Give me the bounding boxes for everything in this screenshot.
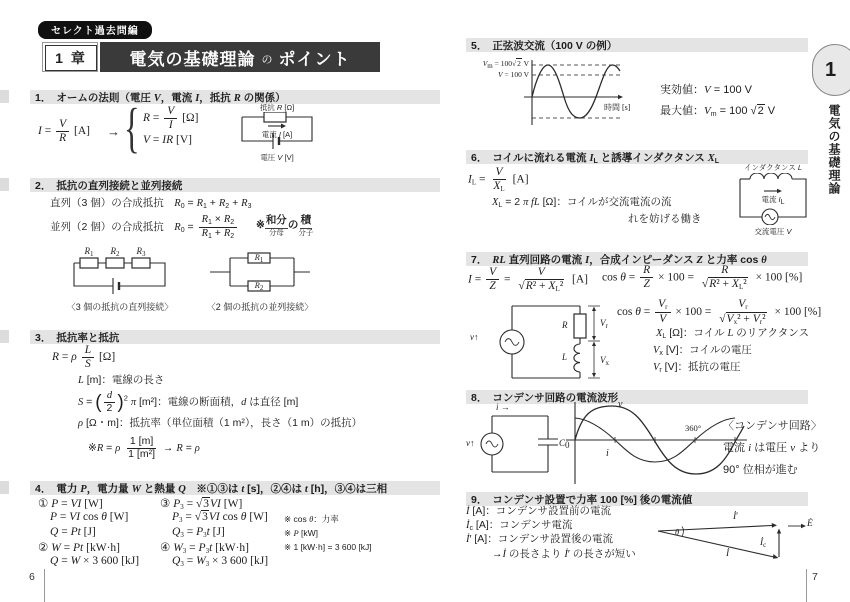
voltage-label: 電圧 V [V] [260,153,294,162]
coil-current-label: 電流 $I_L$ [761,195,785,206]
heat-energy-formula: $Q_3 = W_3 \times 3$ 600 [kJ] [172,555,269,568]
capacitor-note-1: 〈コンデンサ回路〉 [723,420,822,432]
section-number: 7． [471,253,488,266]
v-label: v [470,332,474,342]
rms-statement: 実効値：V = 100 V [660,84,753,96]
section-number: 5． [471,39,488,52]
max-statement: 最大値：$V_m = 100$ √2 V [660,105,776,118]
section-number: 9． [471,493,488,506]
page-number-left: 6 [29,571,35,583]
tab-number-text: 1 [825,58,837,81]
length-comparison-note: →İ の長さより İ′ の長さが短い [492,548,636,560]
series-resistance-formula: 直列（3 個）の合成抵抗 $R_0 = R_1 + R_2 + R_3$ [50,197,252,210]
current-before-phasor-label: İ [726,549,730,559]
inductance-label: インダクタンス L [743,163,803,172]
sine-wave-chart [466,55,656,130]
parallel-caption: 〈2 個の抵抗の並列接続〉 [206,302,314,312]
reactance-formula: $X_L = 2$ π fL [Ω]：コイルが交流電流の流 [492,196,672,209]
resistor-label: R [562,320,568,330]
capacitor-circuit-diagram [466,402,566,480]
sum-product-note [256,215,313,237]
capacitor-note-3: 90° 位相が進む [723,464,798,476]
page-rule [806,569,807,602]
series-circuit-diagram [72,246,167,298]
inductor-circuit-diagram [736,162,810,238]
area-definition: S = ( $\frac{d}{2}$ )$^2$ π [m²]：電線の断面積，d は直径 [m] [78,390,299,414]
current-label: 電流 I [A] [261,130,293,139]
power-factor-formula-2: cos θ = $\frac{V_r}{V}$ × 100 = $\frac{V_r}{√V_x^2 + V_r^2}$ × 100 [%] [617,298,822,326]
power-formula: P = VI cos θ [W] [50,511,129,523]
arrow-glyph: → [107,124,120,139]
section-number: 6． [471,151,488,164]
series-badge: セレクト過去問編 [38,21,152,39]
title-main: 電気の基礎理論 [129,49,256,69]
section-title: RL 直列回路の電流 I，合成インピーダンス Z と力率 cos θ [492,253,767,266]
reactance-formula-cont: れを妨げる働き [628,213,702,225]
page-rule [44,569,45,602]
chapter-number: 1 章 [45,45,97,71]
denominator-stack: 和分 分母 [265,214,287,237]
parallel-circuit-diagram [208,248,312,298]
resistor-r1-label: $R_1$ [84,246,94,258]
power-formula: $P_3 = √3VI$ cos θ [W] [172,511,268,524]
inductor-label: L [562,352,568,362]
length-definition: L [m]：電線の長さ [78,374,165,386]
resistor-r2-label: $R_2$ [110,246,120,258]
section-title: コイルに流れる電流 $I_L$ と誘導インダクタンス $X_L$ [492,151,720,165]
current-before-definition: İ [A]：コンデンサ設置前の電流 [466,505,612,517]
section-title: 正弦波交流（100 V の例） [492,39,618,52]
resistor-label: 抵抗 R [Ω] [259,103,295,112]
heat-energy-formula: Q = W × 3 600 [kJ] [50,555,140,567]
section-1-header [30,90,440,104]
section-number: 4． [35,482,52,495]
brace-glyph: { [124,96,140,159]
section-title: 電力 P，電力量 W と熱量 Q ※①③は t [s]，②④は t [h]，③④は三相 [56,482,388,495]
voltage-wave-label: v [618,399,623,410]
edge-mark [0,330,9,343]
heat-formula: Q = Pt [J] [50,526,96,538]
degrees-label: 360° [685,423,702,433]
vx-label: $V_x$ [600,355,609,367]
edge-mark [0,90,9,103]
section-number: 3． [35,331,52,344]
section-9-header [466,492,808,506]
ohm-law-formula: I = $\frac{V}{R}$ [A] [38,118,90,144]
section-title: コンデンサ設置で力率 100 [%] 後の電流値 [492,493,693,506]
time-axis-label: 時間 [s] [604,103,631,112]
rl-circuit-svg [484,300,608,384]
section-number: 1． [35,91,52,104]
power-formula: ① P = VI [W] [38,498,103,510]
ac-voltage-label: 交流電圧 V [754,227,792,236]
current-after-phasor-label: İ′ [733,512,739,522]
coil-voltage-definition: $V_x$ [V]：コイルの電圧 [653,344,752,357]
section-4-header [30,481,440,495]
section-5-header [466,38,808,52]
power-note: ※ cos θ：力率 [284,514,339,524]
rms-value-label: V = 100 V [498,70,529,79]
phasor-diagram [648,512,820,568]
capacitor-current-definition: $İ_c$ [A]：コンデンサ電流 [466,519,573,532]
peak-value-label: $V_m = 100√2$ V [482,59,529,70]
resistivity-formula: R = ρ $\frac{L}{S}$ [Ω] [52,344,116,370]
title-sub: ポイント [278,49,351,69]
chapter-number-box [42,42,98,72]
current-after-definition: İ′ [A]：コンデンサ設置後の電流 [466,533,614,545]
note-particle: の [287,219,299,231]
section-3-header [30,330,440,344]
power-formula: ③ $P_3 = √3VI$ [W] [160,498,243,511]
rl-circuit-diagram [470,300,638,384]
power-note: ※ P [kW] [284,528,319,538]
resistance-formula: R = $\frac{V}{I}$ [Ω] [143,105,199,131]
capacitor-circuit-svg [466,412,566,478]
section-number: 8． [471,391,488,404]
capacitor-label: C [559,438,566,448]
capacitor-current-phasor-label: $İ_c$ [760,538,767,549]
section-title: オームの法則（電圧 V，電流 I，抵抗 R の関係） [56,91,286,104]
note-mark: ※ [256,219,265,231]
source-voltage-label: v↑ [470,332,479,342]
reactance-definition: $X_L$ [Ω]：コイル L のリアクタンス [656,327,809,340]
v-label: v [466,438,470,448]
conversion-note: ※ 1 [kW·h] = 3 600 [kJ] [284,542,372,552]
ohm-circuit-diagram [236,102,318,162]
series-circuit-svg [72,256,167,296]
heat-formula: $Q_3 = P_3t$ [J] [172,526,225,539]
section-2-header [30,178,440,192]
section-title: 抵抗率と抵抗 [56,331,120,344]
power-factor-formula-1: cos θ = $\frac{R}{Z}$ × 100 = $\frac{R}{√R^2 + X_L^2}$ × 100 [%] [602,264,803,291]
edge-mark [0,481,9,494]
title-particle: の [261,53,273,66]
impedance-current-formula: I = $\frac{V}{Z}$ = $\frac{V}{√R^2 + X_L^2}$ [A] [468,266,589,293]
voltage-formula: V = IR [V] [143,134,192,146]
edge-mark [0,178,9,191]
section-title: コンデンサ回路の電流波形 [492,391,619,404]
energy-formula: ② W = Pt [kW·h] [38,542,120,554]
vr-label: $V_r$ [600,318,608,330]
parallel-resistance-formula: 並列（2 個）の合成抵抗 $R_0$ = $\frac{R_1 \times R_2}{R_1 + R_2}$ [50,214,239,241]
origin-label: 0 [565,440,570,450]
rho-note: ※R = ρ $\frac{1 [m]}{\text{1 [m²]}}$ → R = ρ [88,435,200,460]
resistor-voltage-definition: $V_r$ [V]：抵抗の電圧 [653,361,741,374]
chapter-tab-number [812,44,850,96]
current-wave-label: i [606,448,609,459]
theta-label: θ [675,527,680,537]
chapter-tab-label: 電気の基礎理論 [827,104,841,195]
section-title: 抵抗の直列接続と並列接続 [56,179,183,192]
rho-definition: ρ [Ω・m]：抵抗率（単位面積（1 m²），長さ（1 m）の抵抗） [78,417,363,429]
page-title-banner [100,42,380,72]
coil-current-formula: $I_L$ = $\frac{V}{X_L}$ [A] [468,166,529,193]
numerator-stack: 積 分子 [298,214,314,237]
current-direction-label: i → [496,402,510,412]
emf-phasor-label: Ė [807,519,813,529]
energy-formula: ④ $W_3 = P_3t$ [kW·h] [160,542,249,555]
page-number-right: 7 [812,571,818,583]
series-caption: 〈3 個の抵抗の直列接続〉 [66,302,174,312]
resistor-r2-label: $R_2$ [254,280,264,292]
section-number: 2． [35,179,52,192]
capacitor-note-2: 電流 i は電圧 v より [723,442,821,454]
resistor-r3-label: $R_3$ [136,246,146,258]
resistor-r1-label: $R_1$ [254,252,264,264]
source-voltage-label: v↑ [466,438,475,448]
